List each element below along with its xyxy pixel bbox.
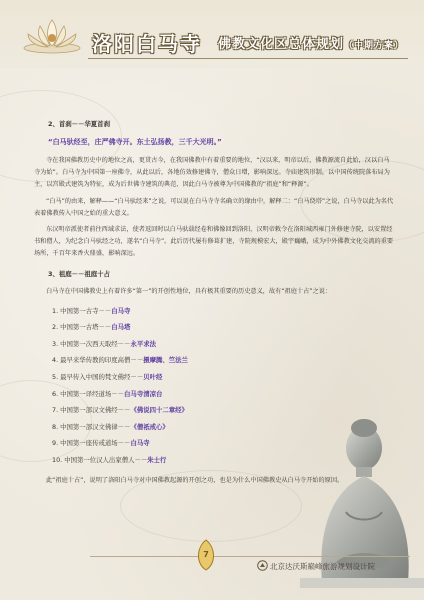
list-item-highlight: 《僧祇戒心》 — [130, 422, 169, 431]
list-item-highlight: 永平求法 — [130, 339, 156, 348]
list-item-highlight: 朱士行 — [147, 456, 167, 465]
footer-divider — [90, 556, 410, 557]
subtitle-paren: （中期方案） — [344, 41, 405, 51]
paragraph: 寺在我国佛教历史中的地位之高，更贯古今，在我国佛教中有着重要的地位，“汉以来，明帝以后，佛教源流自此始，汉以白马寺为始”。白马寺为中国第一座佛寺，从此以后，各地仿效修建佛寺，僧众日增，影响深远。寺庙建筑形制，以中国传统院落布局为主，以宫殿式建筑为特征，成为后世佛寺建筑的典范，因此白马寺被尊为中国佛教的“祖庭”和“释源”。 — [34, 157, 390, 189]
page-number: 7 — [203, 550, 209, 559]
list-item — [52, 336, 394, 353]
header-divider — [88, 58, 408, 59]
list-item — [52, 319, 394, 336]
list-item-highlight: 贝叶经 — [143, 373, 163, 382]
list-item-label: 7. 中国第一部汉文佛经－－ — [52, 406, 131, 415]
footer-organization: 北京达沃斯巅峰旅游规划设计院 — [270, 562, 375, 571]
page-number-badge — [192, 538, 220, 572]
list-item-highlight: 白马寺清凉台 — [124, 389, 163, 398]
paragraph: 白马寺在中国佛教史上有着许多“第一”的开创性地位，具有极其重要的历史意义，故有“祖庭十占”之说： — [46, 287, 332, 295]
paragraph: 此“祖庭十占”，说明了洛阳白马寺对中国佛教起源的开创之功，也是为什么中国佛教史从白马寺开始的原因。 — [46, 476, 344, 484]
list-item-highlight: 白马寺 — [111, 306, 131, 315]
list-item — [52, 352, 394, 369]
list-item-highlight: 白马塔 — [111, 323, 131, 332]
list-item-label: 6. 中国第一译经道场－－ — [52, 389, 125, 398]
section-heading: 2、首刹－－华夏首刹 — [48, 120, 110, 128]
list-item-label: 5. 最早传入中国的梵文佛经－－ — [52, 373, 144, 382]
list-item — [52, 369, 394, 386]
highlight-quote: “白马驮经至，庄严佛寺开。东土弘扬教，三千大光明。” — [48, 138, 222, 147]
list-item-highlight: 摄摩腾、竺法兰 — [143, 356, 188, 365]
list-item-label: 2. 中国第一古塔－－ — [52, 323, 112, 332]
list-item-highlight: 《佛说四十二章经》 — [130, 406, 188, 415]
paragraph: 东汉明帝派使者前往西域求法，使者返回时以白马驮载经卷和佛像回到洛阳，汉明帝敕令在洛阳城西雍门外修建寺院，以安置经书和僧人，为纪念白马驮经之功，遂名“白马寺”。此后历代屡有修葺扩建，寺院规模宏大，殿宇巍峨，成为中外佛教文化交流的重要场所，千百年来香火鼎盛，影响深远。 — [34, 226, 394, 257]
list-item-label: 3. 中国第一次西天取经－－ — [52, 339, 131, 348]
list-item-highlight: 白马寺 — [130, 439, 150, 448]
page-title: 洛阳白马寺 — [92, 32, 202, 56]
lotus-icon — [20, 14, 84, 54]
list-item — [52, 303, 394, 320]
list-item-label: 1. 中国第一古寺－－ — [52, 306, 112, 315]
list-item-label: 9. 中国第一座传戒道场－－ — [52, 439, 131, 448]
paragraph: “白马”的由来，解释——“白马驮经来”之说，可以说在白马寺寺名确立的缘由中，解释二：“白马绕塔”之说，白马寺以此为名代表着佛教传入中国之始的重大意义。 — [34, 197, 394, 217]
list-item-label: 8. 中国第一部汉文佛律－－ — [52, 422, 131, 431]
section-heading: 3、祖庭－－祖庭十占 — [48, 269, 110, 278]
list-item-label: 10. 中国第一位汉人出家僧人－－ — [52, 456, 148, 465]
company-logo-icon — [257, 560, 268, 571]
subtitle-text: 佛教文化区总体规划 — [218, 37, 345, 52]
page-subtitle — [218, 33, 404, 52]
list-item — [52, 386, 394, 403]
list-item-label: 4. 最早来华传教的印度高僧－－ — [52, 356, 144, 365]
